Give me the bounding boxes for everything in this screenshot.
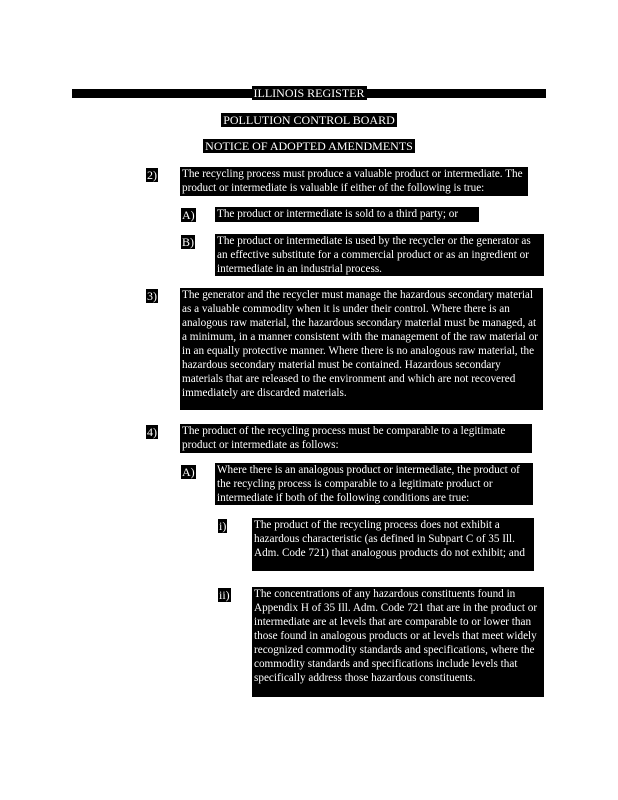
item-4-text: The product of the recycling process must be comparable to a legitimate product or intermediate as follows: <box>180 424 532 453</box>
notice-title: NOTICE OF ADOPTED AMENDMENTS <box>205 139 413 153</box>
item-2b-label: B) <box>182 235 194 249</box>
item-3-text: The generator and the recycler must manage the hazardous secondary material as a valuable commodity when it is under their control. Where there is an analogous raw material, the hazardous secondary material must be managed, at a minimum, in a manner consistent with the management of the raw material or in an equally protective manner. Where there is no analogous raw material, the hazardous secondary material must be contained. Hazardous secondary materials that are released to the environment and which are not recovered immediately are discarded materials. <box>180 288 543 410</box>
item-3-label: 3) <box>147 289 157 303</box>
item-2a-label: A) <box>182 208 195 222</box>
item-4ai-label: i) <box>219 519 227 533</box>
item-4ai-text: The product of the recycling process does not exhibit a hazardous characteristic (as defined in Subpart C of 35 Ill. Adm. Code 721) that analogous products do not exhibit; and <box>252 518 534 571</box>
item-2-text: The recycling process must produce a valuable product or intermediate. The product or intermediate is valuable if either of the following is true: <box>180 167 528 196</box>
item-4a-text: Where there is an analogous product or intermediate, the product of the recycling process is comparable to a legitimate product or intermediate if both of the following conditions are true: <box>215 463 533 505</box>
item-2b-text: The product or intermediate is used by the recycler or the generator as an effective substitute for a commercial product or as an ingredient or intermediate in an industrial process. <box>215 234 544 276</box>
item-2a-text: The product or intermediate is sold to a third party; or <box>215 207 479 222</box>
board-title: POLLUTION CONTROL BOARD <box>223 113 395 127</box>
item-4a-label: A) <box>182 465 195 479</box>
item-4aii-label: ii) <box>219 588 230 602</box>
register-title: ILLINOIS REGISTER <box>253 86 365 100</box>
item-4aii-text: The concentrations of any hazardous constituents found in Appendix H of 35 Ill. Adm. Code 721 that are in the product or intermediate are at levels that are comparable to or lower than those found in analogous products or at levels that meet widely recognized commodity standards and specifications, where the commodity standards and specifications include levels that specifically address those hazardous constituents. <box>252 587 544 697</box>
item-2-label: 2) <box>147 168 157 182</box>
item-4-label: 4) <box>147 425 157 439</box>
